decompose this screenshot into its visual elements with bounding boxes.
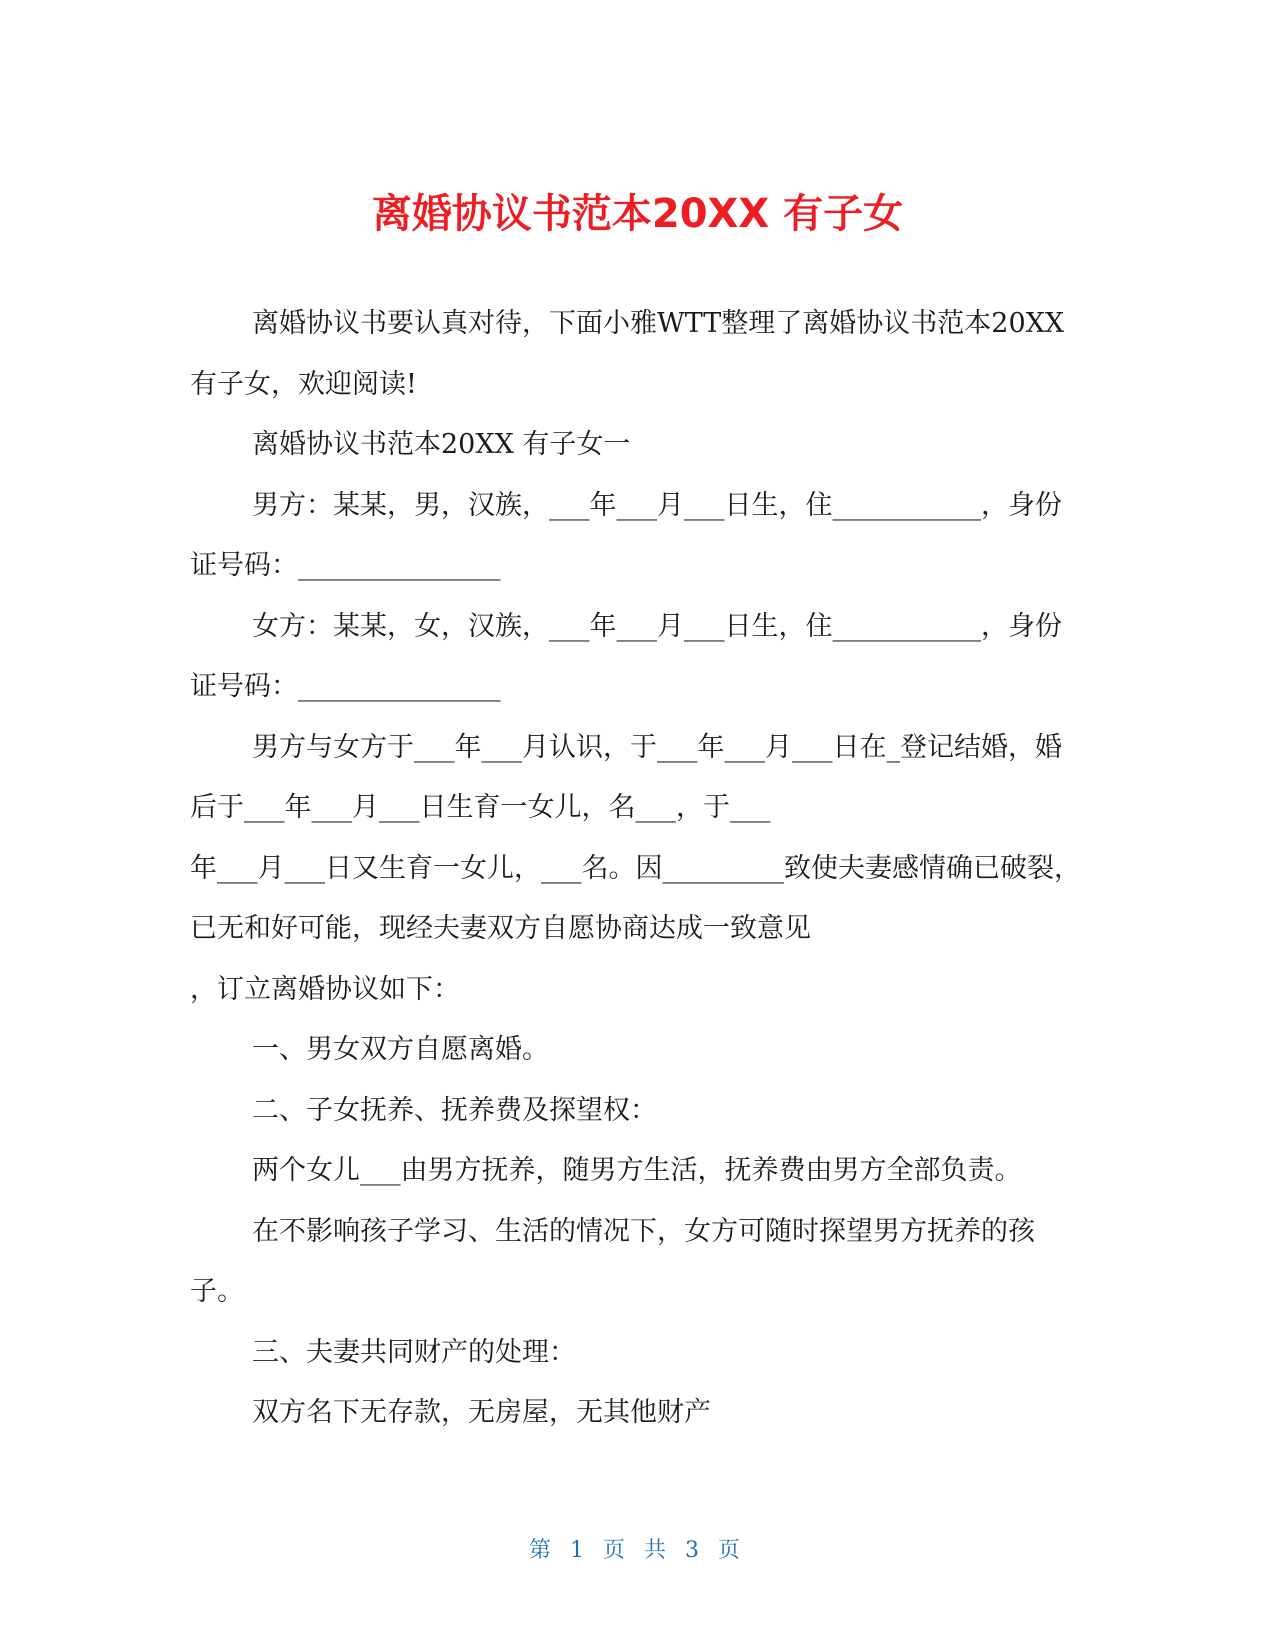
clause-two-heading: 二、子女抚养、抚养费及探望权：	[252, 1094, 657, 1126]
paragraph-heading: 离婚协议书范本20XX 有子女一	[252, 429, 631, 460]
paragraph-female-party: 女方：某某，女，汉族，___年___月___日生，住___________，身份证号码：_______________	[190, 610, 1062, 702]
document-title: 离婚协议书范本20XX 有子女	[371, 190, 904, 237]
paragraph-marriage-history: 男方与女方于___年___月认识，于___年___月___日在_登记结婚，婚后于___年___月___日生育一女儿，名___，于___	[190, 731, 1062, 823]
paragraph-intro: 离婚协议书要认真对待，下面小雅WTT整理了离婚协议书范本20XX 有子女，欢迎阅读!	[190, 308, 1065, 400]
paragraph-male-party: 男方：某某，男，汉族，___年___月___日生，住___________，身份证号码：_______________	[190, 489, 1062, 581]
clause-one: 一、男女双方自愿离婚。	[252, 1034, 549, 1065]
document-body	[190, 294, 1085, 1444]
paragraph-marriage-history-end: ，订立离婚协议如下：	[190, 973, 460, 1005]
clause-three-heading: 三、夫妻共同财产的处理：	[252, 1336, 576, 1368]
clause-two-custody: 两个女儿___由男方抚养，随男方生活，抚养费由男方全部负责。	[252, 1155, 1022, 1186]
clause-two-visitation: 在不影响孩子学习、生活的情况下，女方可随时探望男方抚养的孩子。	[190, 1215, 1035, 1307]
paragraph-marriage-history-cont: 年___月___日又生育一女儿，___名。因_________致使夫妻感情确已破裂，已无和好可能，现经夫妻双方自愿协商达成一致意见	[190, 852, 1081, 944]
page-number-footer: 第 1 页 共 3 页	[529, 1538, 746, 1563]
clause-three-property: 双方名下无存款，无房屋，无其他财产	[252, 1397, 711, 1428]
